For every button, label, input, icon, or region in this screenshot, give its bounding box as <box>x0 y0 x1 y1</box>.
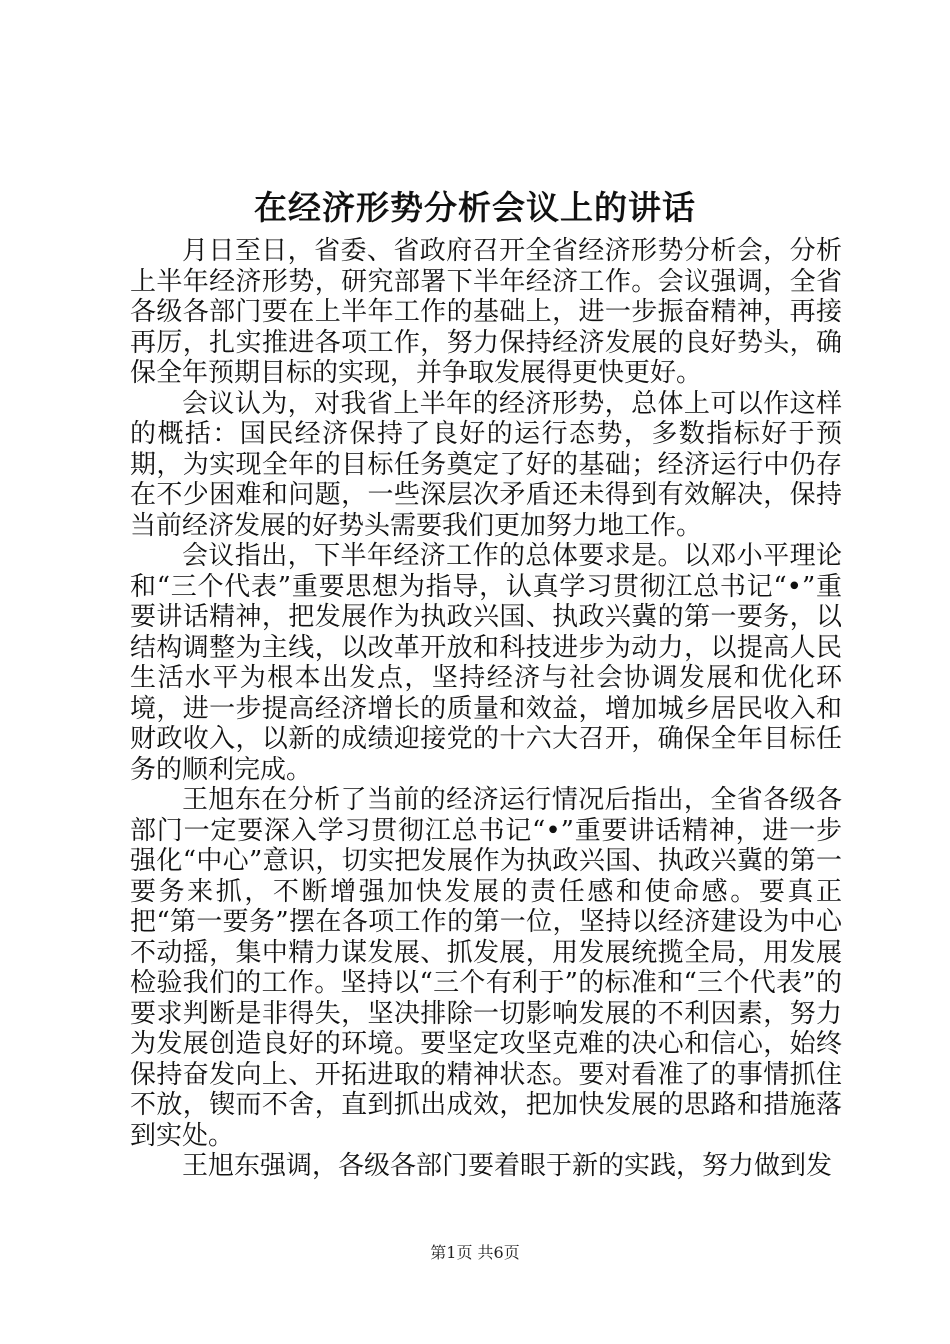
paragraph: 王旭东在分析了当前的经济运行情况后指出，全省各级各部门一定要深入学习贯彻江总书记“•”重要讲话精神，进一步强化“中心”意识，切实把发展作为执政兴国、执政兴冀的第一要务来抓，不断增强加快发展的责任感和使命感。要真正把“第一要务”摆在各项工作的第一位，坚持以经济建设为中心不动摇，集中精力谋发展、抓发展，用发展统揽全局，用发展检验我们的工作。坚持以“三个有利于”的标准和“三个代表”的要求判断是非得失，坚决排除一切影响发展的不利因素，努力为发展创造良好的环境。要坚定攻坚克难的决心和信心，始终保持奋发向上、开拓进取的精神状态。要对看准了的事情抓住不放，锲而不舍，直到抓出成效，把加快发展的思路和措施落到实处。 <box>130 785 842 1151</box>
paragraph: 会议认为，对我省上半年的经济形势，总体上可以作这样的概括：国民经济保持了良好的运行态势，多数指标好于预期，为实现全年的目标任务奠定了好的基础；经济运行中仍存在不少困难和问题，一些深层次矛盾还未得到有效解决，保持当前经济发展的好势头需要我们更加努力地工作。 <box>130 388 842 541</box>
paragraph: 王旭东强调，各级各部门要着眼于新的实践，努力做到发 <box>182 1151 833 1181</box>
paragraph: 月日至日，省委、省政府召开全省经济形势分析会，分析上半年经济形势，研究部署下半年经济工作。会议强调，全省各级各部门要在上半年工作的基础上，进一步振奋精神，再接再厉，扎实推进各项工作，努力保持经济发展的良好势头，确保全年预期目标的实现，并争取发展得更快更好。 <box>130 236 842 388</box>
paragraph: 会议指出，下半年经济工作的总体要求是。以邓小平理论和“三个代表”重要思想为指导，认真学习贯彻江总书记“•”重要讲话精神，把发展作为执政兴国、执政兴冀的第一要务，以结构调整为主线，以改革开放和科技进步为动力，以提高人民生活水平为根本出发点，坚持经济与社会协调发展和优化环境，进一步提高经济增长的质量和效益，增加城乡居民收入和财政收入，以新的成绩迎接党的十六大召开，确保全年目标任务的顺利完成。 <box>130 541 842 785</box>
page-number-footer: 第1页 共6页 <box>430 1243 520 1262</box>
document-title: 在经济形势分析会议上的讲话 <box>254 188 696 227</box>
document-body <box>130 236 842 1182</box>
